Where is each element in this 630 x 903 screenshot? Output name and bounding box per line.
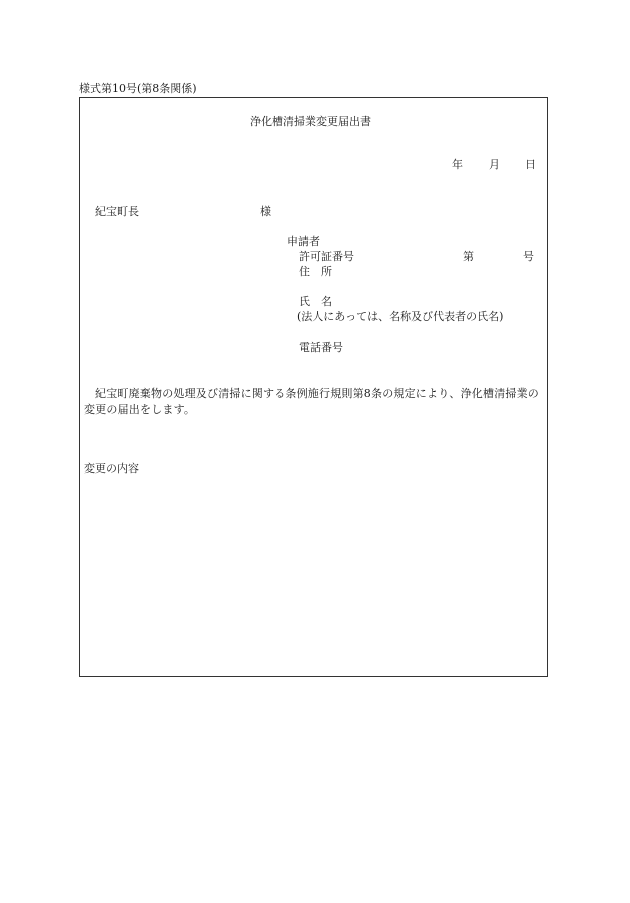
body-text: 紀宝町廃棄物の処理及び清掃に関する条例施行規則第8条の規定により、浄化槽清掃業の変更の届出をします。 xyxy=(84,387,539,416)
document-title: 浄化槽清掃業変更届出書 xyxy=(250,115,371,128)
addressee-name: 紀宝町長 xyxy=(95,205,139,218)
addressee-honorific: 様 xyxy=(260,205,271,218)
phone-label: 電話番号 xyxy=(299,341,343,354)
permit-number-label: 許可証番号 xyxy=(299,250,354,263)
address-label: 住 所 xyxy=(299,265,332,278)
name-label: 氏 名 xyxy=(299,295,332,308)
form-number: 様式第10号(第8条関係) xyxy=(79,82,197,95)
name-note: (法人にあっては、名称及び代表者の氏名) xyxy=(297,310,504,323)
applicant-label: 申請者 xyxy=(287,235,320,248)
date-day-label: 日 xyxy=(525,158,536,171)
permit-number-suffix: 号 xyxy=(523,250,534,263)
date-month-label: 月 xyxy=(489,158,500,171)
permit-number-prefix: 第 xyxy=(463,250,474,263)
form-frame xyxy=(79,97,548,677)
date-year-label: 年 xyxy=(452,158,463,171)
changes-label: 変更の内容 xyxy=(84,462,139,475)
